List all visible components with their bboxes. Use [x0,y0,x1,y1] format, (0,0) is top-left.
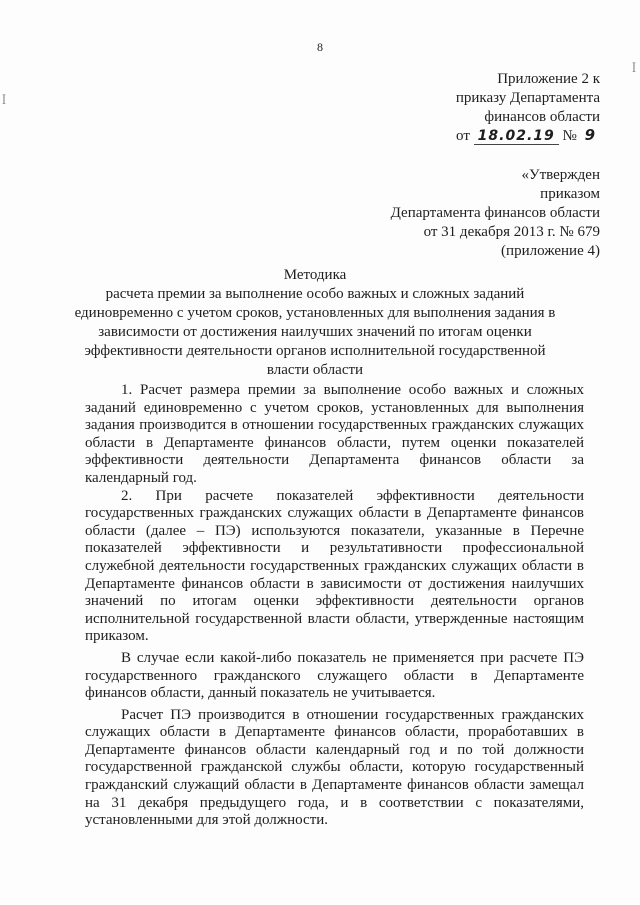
document-body [85,382,584,830]
number-sign: № [562,128,577,144]
title-line: власти области [266,362,364,378]
appendix-line: приказу Департамента [455,90,600,106]
scan-margin-mark: ꟾ [2,96,6,107]
approval-line: от 31 декабря 2013 г. № 679 [423,224,600,240]
title-line: единовременно с учетом сроков, установленных для выполнения задания в [74,305,556,321]
handwritten-date: 18.02.19 [474,128,559,145]
approval-line: Департамента финансов области [390,205,600,221]
title-heading: Методика [283,267,347,283]
approval-line: (приложение 4) [501,243,600,259]
page-number: 8 [317,40,323,54]
appendix-header [340,70,600,146]
approval-line: приказом [540,186,600,202]
appendix-line: финансов области [484,109,600,125]
title-line: расчета премии за выполнение особо важных и сложных заданий [105,286,525,302]
paragraph-4: Расчет ПЭ производится в отношении государственных гражданских служащих области в Департаменте финансов области, проработавших в Департаменте финансов области календарный год и по той должности государственной гражданской службы области, которую государственный гражданский служащий области в Департаменте финансов области замещал на 31 декабря предыдущего года, и в соответствии с показателями, установленными для этой должности. [85,706,584,829]
paragraph-3: В случае если какой-либо показатель не применяется при расчете ПЭ государственного гражданского служащего области в Департаменте финансов области, данный показатель не учитывается. [85,649,584,702]
paragraph-1: 1. Расчет размера премии за выполнение особо важных и сложных заданий единовременно с учетом сроков, установленных для выполнения задания производится в отношении государственных гражданских служащих области в Департаменте финансов области, путем оценки показателей эффективности деятельности Департамента финансов области за календарный год. [85,382,584,486]
document-title [70,266,560,380]
paragraph-2: 2. При расчете показателей эффективности деятельности государственных гражданских служащих области в Департаменте финансов области (далее – ПЭ) используются показатели, указанные в Перечне показателей эффективности и результативности профессиональной служебной деятельности государственных гражданских служащих области в Департаменте финансов области в зависимости от достижения наилучших значений по итогам оценки эффективности деятельности органов исполнительной государственной власти области, утвержденные настоящим приказом. [85,487,584,645]
approval-block [280,166,600,261]
title-line: зависимости от достижения наилучших значений по итогам оценки [98,324,532,340]
scan-margin-mark: ꟾ [632,64,636,75]
handwritten-number: 9 [584,126,596,144]
appendix-line: Приложение 2 к [497,71,600,87]
approval-line: «Утвержден [521,167,600,183]
title-line: эффективности деятельности органов исполнительной государственной [84,343,546,359]
date-prefix: от [456,128,470,144]
appendix-date-line [340,127,600,146]
